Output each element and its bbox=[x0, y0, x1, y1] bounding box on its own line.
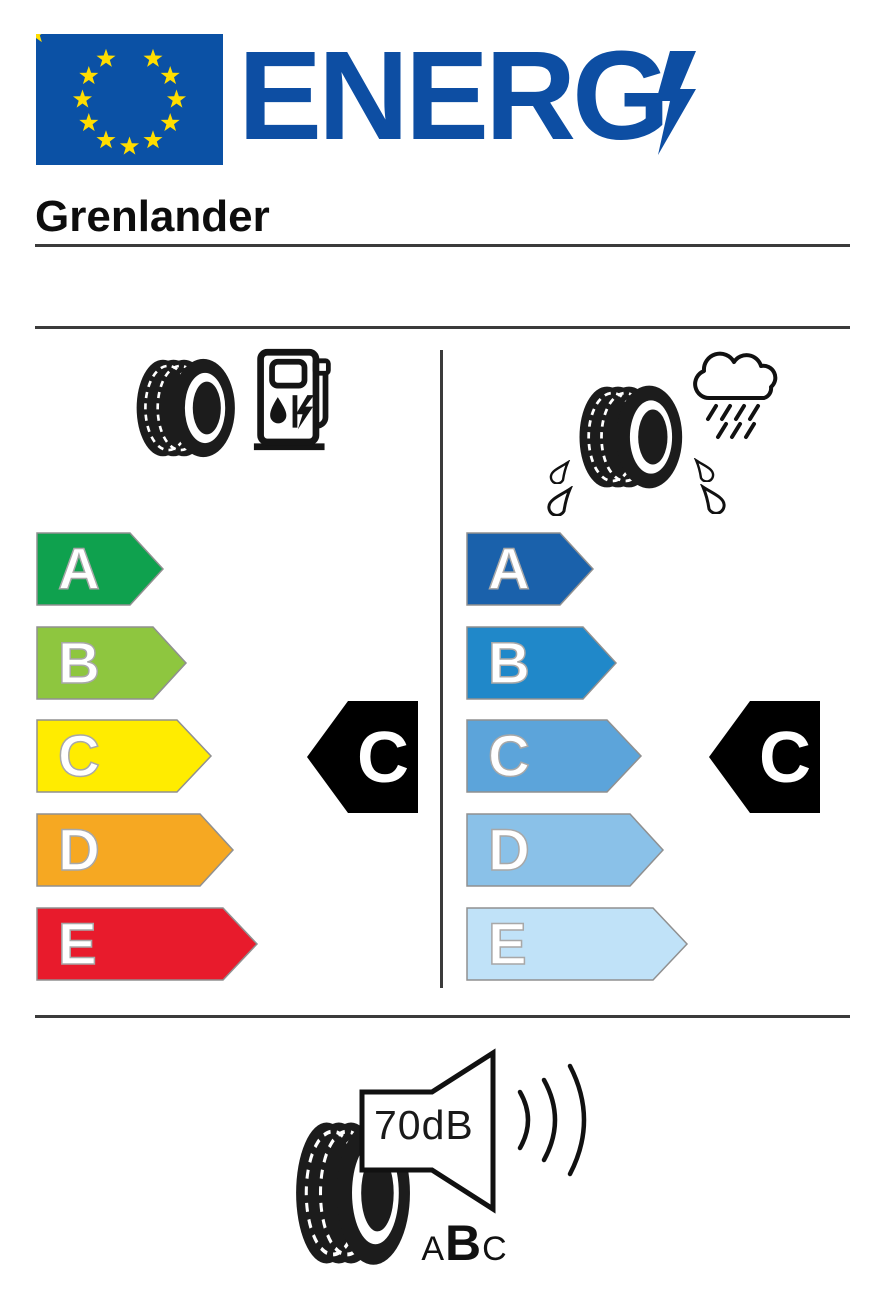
rain-drops bbox=[708, 406, 758, 437]
bar-letter: C bbox=[488, 724, 530, 789]
brand-name: Grenlander bbox=[35, 192, 270, 241]
water-splash-icon bbox=[693, 458, 717, 482]
tire-icon bbox=[574, 374, 684, 500]
noise-class-scale bbox=[404, 1214, 524, 1271]
bar-arrow-shape bbox=[37, 533, 163, 605]
bar-letter: D bbox=[58, 818, 100, 883]
bar-arrow-shape bbox=[467, 533, 593, 605]
noise-class-a: A bbox=[421, 1230, 444, 1268]
sound-waves-icon bbox=[510, 1058, 606, 1182]
water-splash-icon bbox=[698, 484, 730, 514]
rain-cloud-icon bbox=[682, 350, 782, 442]
noise-db-value: 70dB bbox=[374, 1102, 474, 1148]
wet-grip-rating-letter: C bbox=[759, 718, 811, 798]
bar-letter: B bbox=[58, 631, 100, 696]
tire-icon bbox=[130, 358, 238, 458]
fuel-rating-letter: C bbox=[357, 718, 409, 798]
fuel-pump-icon bbox=[252, 346, 336, 452]
bar-letter: E bbox=[488, 912, 527, 977]
energy-logo-text: ENERG bbox=[238, 25, 667, 166]
divider-line-bottom bbox=[35, 1015, 850, 1018]
lightning-bolt-icon bbox=[650, 50, 706, 156]
noise-class-b-selected: B bbox=[445, 1215, 482, 1271]
bar-letter: C bbox=[58, 724, 100, 789]
divider-line-middle bbox=[35, 326, 850, 329]
eu-flag bbox=[36, 34, 223, 165]
bar-letter: E bbox=[58, 912, 97, 977]
bar-letter: A bbox=[58, 537, 100, 602]
bar-letter: B bbox=[488, 631, 530, 696]
water-splash-icon bbox=[543, 486, 575, 516]
water-splash-icon bbox=[547, 460, 571, 484]
bar-letter: A bbox=[488, 537, 530, 602]
fuel-rating-arrow bbox=[306, 700, 420, 814]
divider-line-top bbox=[35, 244, 850, 247]
bar-letter: D bbox=[488, 818, 530, 883]
noise-class-c: C bbox=[482, 1230, 507, 1268]
column-divider-line bbox=[440, 350, 443, 988]
wet-grip-rating-arrow bbox=[708, 700, 822, 814]
